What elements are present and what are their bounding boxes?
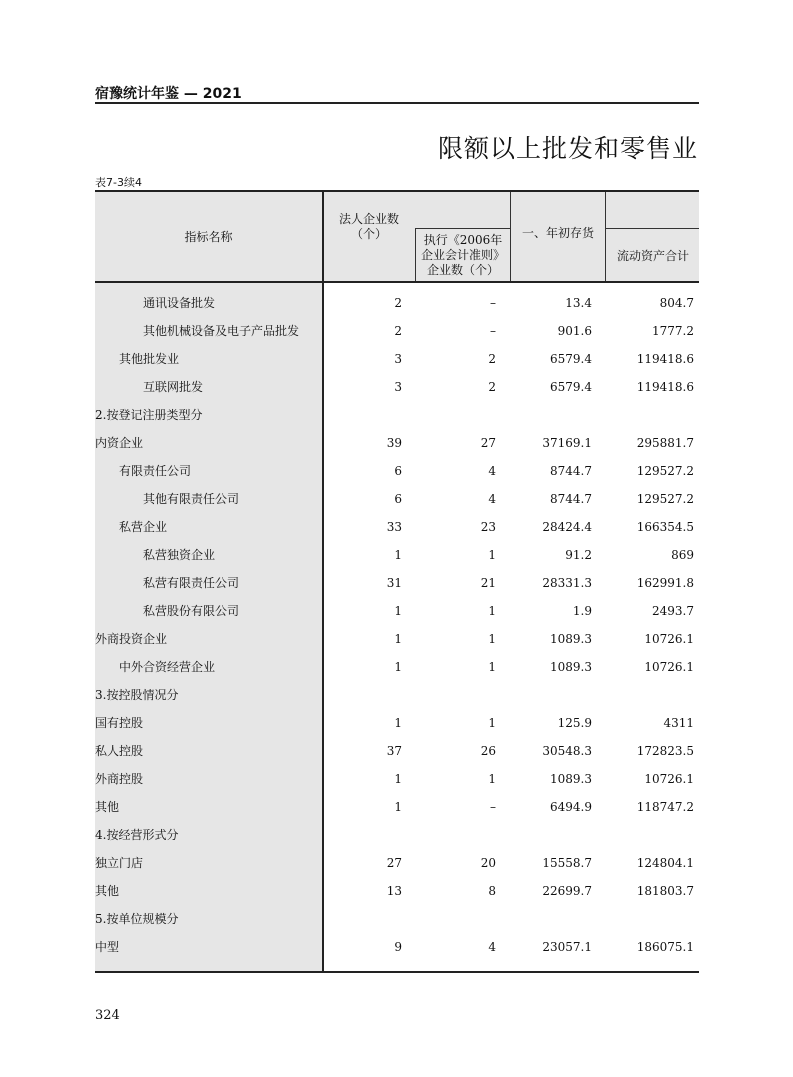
cell-c4: 118747.2 (636, 800, 694, 814)
row-label: 其他批发业 (119, 352, 180, 366)
table-row (95, 906, 699, 934)
cell-c4: 172823.5 (636, 744, 694, 758)
cell-c2: 21 (480, 576, 496, 590)
table-row (95, 710, 699, 738)
table-row (95, 654, 699, 682)
cell-c3: 13.4 (565, 296, 592, 310)
header-col2: 执行《2006年企业会计准则》企业数（个） (420, 232, 505, 277)
cell-c1: 2 (394, 296, 402, 310)
cell-c3: 15558.7 (542, 856, 592, 870)
cell-c1: 6 (394, 492, 402, 506)
row-label: 外商投资企业 (95, 632, 168, 646)
table-header (95, 192, 699, 282)
cell-c2: 1 (488, 772, 496, 786)
header-divider (605, 228, 699, 229)
cell-c3: 901.6 (557, 324, 592, 338)
cell-c4: 804.7 (659, 296, 694, 310)
chapter-title: 限额以上批发和零售业 (437, 134, 698, 163)
cell-c3: 1.9 (572, 604, 592, 618)
table-row (95, 598, 699, 626)
table-row (95, 794, 699, 822)
row-label: 内资企业 (95, 436, 144, 450)
table-row (95, 850, 699, 878)
header-divider (322, 192, 324, 282)
table-row (95, 878, 699, 906)
table-row (95, 458, 699, 486)
cell-c4: 166354.5 (636, 520, 694, 534)
row-label: 私营独资企业 (143, 548, 216, 562)
running-head: 宿豫统计年鉴 — 2021 (95, 86, 242, 102)
cell-c2: 8 (488, 884, 496, 898)
table-row (95, 542, 699, 570)
cell-c2: 20 (480, 856, 496, 870)
cell-c1: 33 (386, 520, 402, 534)
cell-c1: 1 (394, 660, 402, 674)
table-row (95, 318, 699, 346)
cell-c1: 3 (394, 352, 402, 366)
page-number: 324 (95, 1008, 120, 1023)
table-row (95, 290, 699, 318)
header-divider (415, 228, 416, 282)
row-label: 国有控股 (95, 716, 144, 730)
cell-c3: 28424.4 (542, 520, 592, 534)
table-row (95, 738, 699, 766)
cell-c2: 26 (480, 744, 496, 758)
row-label: 私营企业 (119, 520, 168, 534)
cell-c1: 1 (394, 604, 402, 618)
table-bottom-rule (95, 971, 699, 973)
cell-c3: 6579.4 (550, 380, 592, 394)
cell-c1: 3 (394, 380, 402, 394)
cell-c2: 1 (488, 660, 496, 674)
cell-c1: 1 (394, 772, 402, 786)
row-label: 外商控股 (95, 772, 144, 786)
cell-c3: 125.9 (557, 716, 592, 730)
cell-c1: 1 (394, 716, 402, 730)
table-row (95, 934, 699, 962)
cell-c4: 119418.6 (636, 380, 694, 394)
cell-c2: 4 (488, 464, 496, 478)
header-col3: 一、年初存货 (521, 226, 594, 240)
cell-c3: 28331.3 (542, 576, 592, 590)
cell-c4: 10726.1 (644, 772, 694, 786)
cell-c4: 124804.1 (636, 856, 694, 870)
cell-c2: 27 (480, 436, 496, 450)
cell-c2: 23 (480, 520, 496, 534)
row-label: 私营股份有限公司 (143, 604, 240, 618)
cell-c3: 8744.7 (550, 492, 592, 506)
cell-c3: 1089.3 (550, 772, 592, 786)
table-row (95, 682, 699, 710)
row-label: 5.按单位规模分 (95, 912, 179, 926)
cell-c3: 1089.3 (550, 632, 592, 646)
row-label: 其他有限责任公司 (143, 492, 240, 506)
row-label: 其他 (95, 800, 120, 814)
cell-c2: 2 (488, 380, 496, 394)
header-col4: 流动资产合计 (616, 248, 689, 263)
cell-c4: 129527.2 (636, 464, 694, 478)
table-row (95, 346, 699, 374)
row-label: 3.按控股情况分 (95, 688, 179, 702)
cell-c3: 6494.9 (550, 800, 592, 814)
table-row (95, 486, 699, 514)
cell-c2: 2 (488, 352, 496, 366)
cell-c1: 1 (394, 548, 402, 562)
cell-c2: 1 (488, 716, 496, 730)
cell-c2: 1 (488, 632, 496, 646)
table-row (95, 822, 699, 850)
cell-c4: 181803.7 (636, 884, 694, 898)
cell-c4: 186075.1 (636, 940, 694, 954)
header-divider (415, 228, 510, 229)
row-label: 4.按经营形式分 (95, 828, 179, 842)
cell-c2: 4 (488, 940, 496, 954)
cell-c3: 22699.7 (542, 884, 592, 898)
cell-c3: 91.2 (565, 548, 592, 562)
cell-c2: 1 (488, 604, 496, 618)
cell-c1: 1 (394, 800, 402, 814)
cell-c1: 1 (394, 632, 402, 646)
cell-c4: 1777.2 (652, 324, 694, 338)
row-label: 私营有限责任公司 (143, 576, 240, 590)
table-row (95, 514, 699, 542)
cell-c4: 129527.2 (636, 492, 694, 506)
cell-c3: 23057.1 (542, 940, 592, 954)
cell-c2: 4 (488, 492, 496, 506)
row-label: 通讯设备批发 (143, 296, 216, 310)
cell-c4: 295881.7 (636, 436, 694, 450)
cell-c3: 37169.1 (542, 436, 592, 450)
row-label: 独立门店 (95, 856, 144, 870)
table-row (95, 570, 699, 598)
cell-c2: – (490, 324, 496, 338)
cell-c4: 119418.6 (636, 352, 694, 366)
table-body (95, 290, 699, 962)
row-label: 2.按登记注册类型分 (95, 408, 203, 422)
cell-c4: 2493.7 (652, 604, 694, 618)
cell-c1: 27 (386, 856, 402, 870)
table-row (95, 626, 699, 654)
cell-c4: 10726.1 (644, 660, 694, 674)
header-divider (510, 192, 511, 282)
cell-c1: 13 (386, 884, 402, 898)
cell-c2: 1 (488, 548, 496, 562)
cell-c2: – (490, 800, 496, 814)
cell-c1: 31 (386, 576, 402, 590)
cell-c3: 8744.7 (550, 464, 592, 478)
header-divider (605, 192, 606, 282)
table-row (95, 430, 699, 458)
cell-c3: 1089.3 (550, 660, 592, 674)
row-label: 中外合资经营企业 (119, 660, 216, 674)
row-label: 其他机械设备及电子产品批发 (143, 324, 300, 338)
cell-c2: – (490, 296, 496, 310)
cell-c1: 6 (394, 464, 402, 478)
cell-c4: 4311 (663, 716, 694, 730)
cell-c1: 39 (386, 436, 402, 450)
table-row (95, 766, 699, 794)
header-col1: 法人企业数（个） (338, 212, 399, 241)
row-label: 互联网批发 (143, 380, 204, 394)
table-row (95, 374, 699, 402)
cell-c4: 10726.1 (644, 632, 694, 646)
row-label: 中型 (95, 940, 120, 954)
row-label: 私人控股 (95, 744, 144, 758)
cell-c1: 37 (386, 744, 402, 758)
cell-c4: 162991.8 (636, 576, 694, 590)
header-rule (95, 102, 699, 104)
row-label: 其他 (95, 884, 120, 898)
table-row (95, 402, 699, 430)
cell-c3: 6579.4 (550, 352, 592, 366)
cell-c4: 869 (671, 548, 694, 562)
header-name: 指标名称 (184, 229, 233, 244)
cell-c1: 9 (394, 940, 402, 954)
row-label: 有限责任公司 (119, 464, 192, 478)
table-code: 表7-3续4 (95, 176, 142, 189)
cell-c3: 30548.3 (542, 744, 592, 758)
cell-c1: 2 (394, 324, 402, 338)
